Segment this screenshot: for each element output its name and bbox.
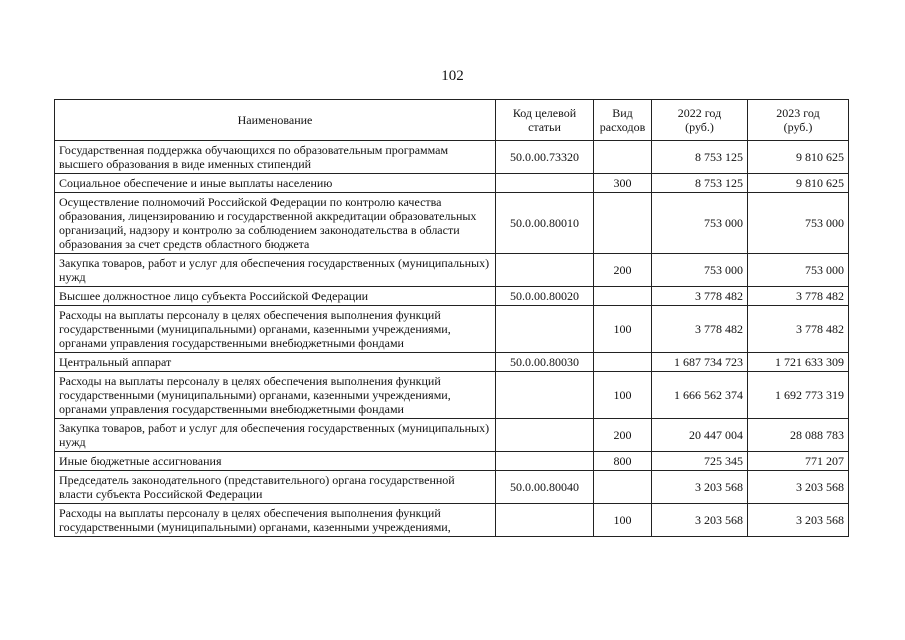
row-code <box>496 174 594 193</box>
row-2022: 1 666 562 374 <box>652 372 748 419</box>
row-kind: 800 <box>594 452 652 471</box>
budget-table <box>54 99 849 537</box>
row-name: Расходы на выплаты персоналу в целях обеспечения выполнения функций государственными (муниципальными) органами, казенными учреждениями, органами управления государственными внебюджетными фондами <box>55 306 496 353</box>
row-kind <box>594 471 652 504</box>
header-kind: Вид расходов <box>594 100 652 141</box>
row-2023: 753 000 <box>748 254 849 287</box>
row-2022: 20 447 004 <box>652 419 748 452</box>
table-row <box>55 419 849 452</box>
row-2022: 8 753 125 <box>652 174 748 193</box>
table-header-row <box>55 100 849 141</box>
row-name: Иные бюджетные ассигнования <box>55 452 496 471</box>
header-code: Код целевой статьи <box>496 100 594 141</box>
row-name: Председатель законодательного (представительного) органа государственной власти субъекта Российской Федерации <box>55 471 496 504</box>
row-kind <box>594 193 652 254</box>
row-2023: 3 203 568 <box>748 471 849 504</box>
row-2023: 771 207 <box>748 452 849 471</box>
row-kind: 200 <box>594 419 652 452</box>
row-code: 50.0.00.80020 <box>496 287 594 306</box>
row-code <box>496 306 594 353</box>
row-2023: 9 810 625 <box>748 141 849 174</box>
page-number: 102 <box>441 68 464 84</box>
table-row <box>55 372 849 419</box>
row-kind: 100 <box>594 504 652 537</box>
row-code: 50.0.00.73320 <box>496 141 594 174</box>
table-row <box>55 254 849 287</box>
row-2022: 753 000 <box>652 193 748 254</box>
header-2023: 2023 год (руб.) <box>748 100 849 141</box>
row-2023: 3 778 482 <box>748 306 849 353</box>
row-2022: 725 345 <box>652 452 748 471</box>
table-row <box>55 193 849 254</box>
row-code <box>496 372 594 419</box>
row-kind: 300 <box>594 174 652 193</box>
table-row <box>55 174 849 193</box>
row-2023: 3 778 482 <box>748 287 849 306</box>
row-2023: 1 692 773 319 <box>748 372 849 419</box>
row-2023: 28 088 783 <box>748 419 849 452</box>
row-2022: 753 000 <box>652 254 748 287</box>
row-name: Закупка товаров, работ и услуг для обеспечения государственных (муниципальных) нужд <box>55 254 496 287</box>
row-2022: 3 203 568 <box>652 504 748 537</box>
row-code <box>496 452 594 471</box>
row-code <box>496 254 594 287</box>
row-2023: 753 000 <box>748 193 849 254</box>
row-code: 50.0.00.80040 <box>496 471 594 504</box>
table-row <box>55 471 849 504</box>
row-kind: 100 <box>594 372 652 419</box>
row-2022: 3 778 482 <box>652 287 748 306</box>
table-row <box>55 504 849 537</box>
row-2023: 3 203 568 <box>748 504 849 537</box>
row-name: Центральный аппарат <box>55 353 496 372</box>
row-2022: 1 687 734 723 <box>652 353 748 372</box>
row-name: Расходы на выплаты персоналу в целях обеспечения выполнения функций государственными (муниципальными) органами, казенными учреждениями, <box>55 504 496 537</box>
row-kind <box>594 353 652 372</box>
row-kind <box>594 287 652 306</box>
header-2022: 2022 год (руб.) <box>652 100 748 141</box>
row-name: Расходы на выплаты персоналу в целях обеспечения выполнения функций государственными (муниципальными) органами, казенными учреждениями, органами управления государственными внебюджетными фондами <box>55 372 496 419</box>
row-name: Высшее должностное лицо субъекта Российской Федерации <box>55 287 496 306</box>
table-row <box>55 287 849 306</box>
row-2023: 1 721 633 309 <box>748 353 849 372</box>
table-row <box>55 452 849 471</box>
row-code: 50.0.00.80010 <box>496 193 594 254</box>
row-name: Осуществление полномочий Российской Федерации по контролю качества образования, лицензированию и государственной аккредитации образовательных организаций, надзору и контролю за соблюдением законодательства в области образования за счет средств областного бюджета <box>55 193 496 254</box>
row-2023: 9 810 625 <box>748 174 849 193</box>
row-2022: 3 203 568 <box>652 471 748 504</box>
row-kind: 200 <box>594 254 652 287</box>
row-name: Закупка товаров, работ и услуг для обеспечения государственных (муниципальных) нужд <box>55 419 496 452</box>
row-name: Государственная поддержка обучающихся по образовательным программам высшего образования в виде именных стипендий <box>55 141 496 174</box>
table-row <box>55 306 849 353</box>
row-kind <box>594 141 652 174</box>
row-code <box>496 504 594 537</box>
row-code <box>496 419 594 452</box>
row-2022: 8 753 125 <box>652 141 748 174</box>
table-row <box>55 141 849 174</box>
table-row <box>55 353 849 372</box>
row-code: 50.0.00.80030 <box>496 353 594 372</box>
row-kind: 100 <box>594 306 652 353</box>
row-name: Социальное обеспечение и иные выплаты населению <box>55 174 496 193</box>
header-name: Наименование <box>55 100 496 141</box>
row-2022: 3 778 482 <box>652 306 748 353</box>
